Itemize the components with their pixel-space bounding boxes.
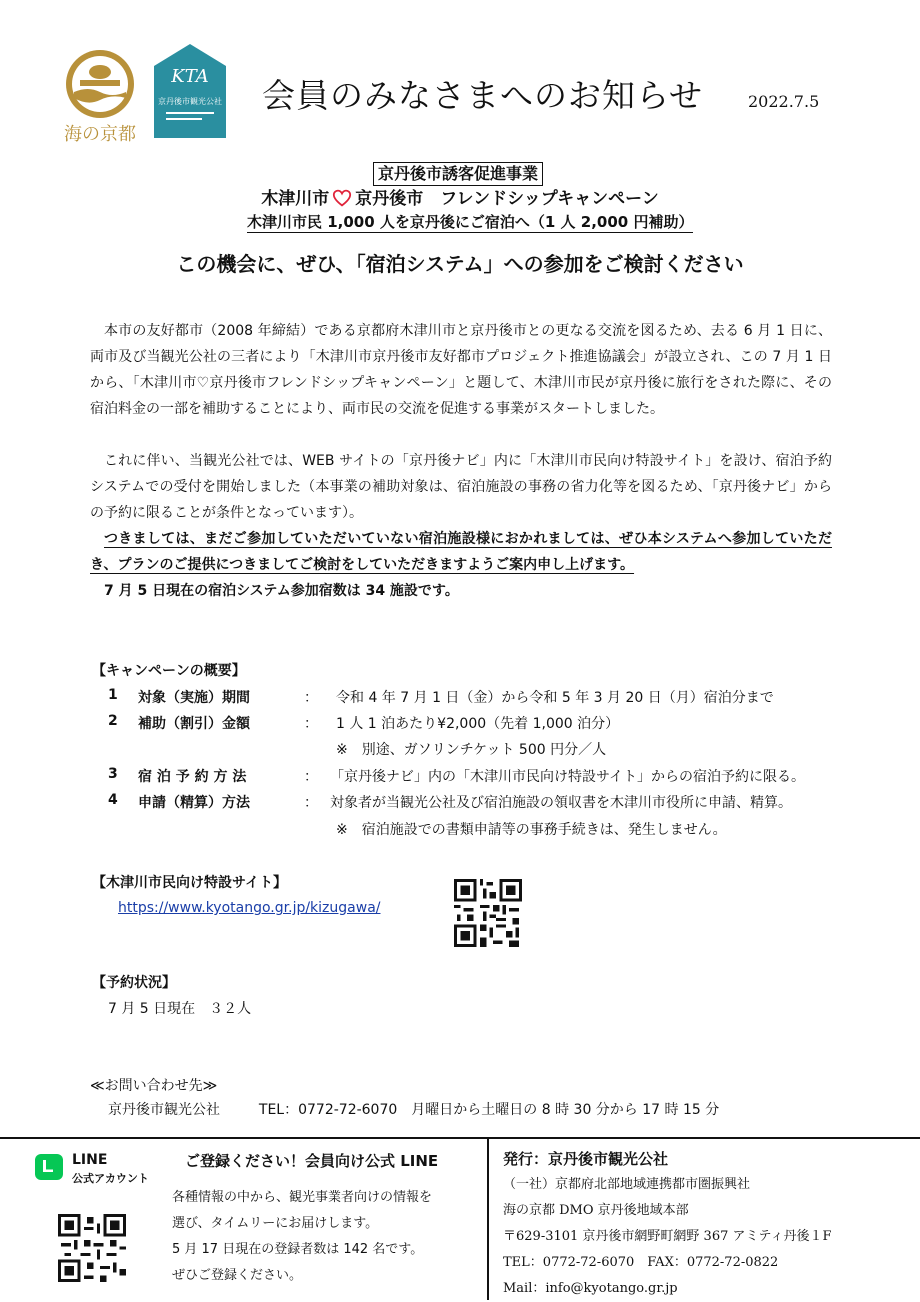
heart-icon xyxy=(331,189,353,207)
campaign-city-left: 木津川市 xyxy=(261,189,330,209)
page-title: 会員のみなさまへのお知らせ xyxy=(262,76,704,115)
paragraph-system: これに伴い、当観光公社では、WEB サイトの「京丹後ナビ」内に「木津川市民向け特設サイト」を設け、宿泊予約システムでの受付を開始しました（本事業の補助対象は、宿泊施設の事務の省力化等を図るため、「京丹後ナビ」からの予約に限ることが条件となっています）。 xyxy=(90,453,832,521)
line-qr-code-icon xyxy=(58,1214,126,1282)
line-title: ご登録ください！会員向け公式 LINE xyxy=(185,1152,439,1170)
project-name: 京丹後市誘客促進事業 xyxy=(373,162,543,186)
kta-logo xyxy=(152,42,228,138)
site-heading: 【木津川市民向け特設サイト】 xyxy=(92,875,288,891)
booking-status: 7 月 5 日現在 ３２人 xyxy=(108,1001,252,1017)
footer-column-divider xyxy=(487,1137,489,1300)
footer-divider xyxy=(0,1137,920,1139)
campaign-subtitle: 木津川市民 1,000 人を京丹後にご宿泊へ（1 人 2,000 円補助） xyxy=(247,213,694,231)
umi-no-kyoto-logo xyxy=(58,46,142,146)
line-description: 各種情報の中から、観光事業者向けの情報を 選び、タイムリーにお届けします。 5 月 17 日現在の登録者数は 142 名です。 ぜひご登録ください。 xyxy=(172,1190,433,1283)
contact-info xyxy=(108,1099,719,1119)
issue-date: 2022.7.5 xyxy=(748,92,820,111)
paragraph-count: 7 月 5 日現在の宿泊システム参加宿数は 34 施設です。 xyxy=(104,583,459,599)
publisher-details: （一社）京都府北部地域連携都市圏振興社 海の京都 DMO 京丹後地域本部 〒629-3101 京丹後市網野町網野 367 アミティ丹後１F TEL：0772-72-6070 FAX：0772-72-0822 Mail：info@kyotango.gr.jp xyxy=(503,1172,831,1302)
campaign-city-right: 京丹後市 フレンドシップキャンペーン xyxy=(355,189,659,209)
booking-heading: 【予約状況】 xyxy=(92,975,176,991)
paragraph-intro: 本市の友好都市（2008 年締結）である京都府木津川市と京丹後市との更なる交流を図るため、去る 6 月 1 日に、両市及び当観光公社の三者により「木津川市京丹後市友好都市プロジェクト推進協議会」が設立され、この 7 月 1 日から、「木津川市♡京丹後市フレンドシップキャンペーン」と題して、木津川市民が京丹後に旅行をされた際に、その宿泊料金の一部を補助することにより、両市民の交流を促進する事業がスタートしました。 xyxy=(90,323,832,417)
overview-heading: 【キャンペーンの概要】 xyxy=(92,663,246,679)
overview-row-note: ※ 別途、ガソリンチケット 500 円分／人 xyxy=(336,742,607,758)
line-logo-icon xyxy=(35,1154,63,1180)
headline: この機会に、ぜひ、「宿泊システム」への参加をご検討ください xyxy=(176,252,744,276)
overview-row: 1 対象（実施）期間 ： 令和 4 年 7 月 1 日（金）から令和 5 年 3 月 20 日（月）宿泊分まで xyxy=(108,687,774,706)
site-link[interactable]: https://www.kyotango.gr.jp/kizugawa/ xyxy=(118,900,381,916)
svg-text:KTA: KTA xyxy=(171,66,209,87)
paragraph-request: つきましては、まだご参加していただいていない宿泊施設様におかれましては、ぜひ本システムへ参加していただき、プランのご提供につきましてご検討をしていただきますようご案内申し上げます。 xyxy=(90,531,832,573)
contact-tel: TEL：0772-72-6070 月曜日から土曜日の 8 時 30 分から 17 時 15 分 xyxy=(258,1102,720,1118)
publisher-title: 発行：京丹後市観光公社 xyxy=(503,1150,669,1168)
overview-row: 2 補助（割引）金額 ： 1 人 1 泊あたり¥2,000（先着 1,000 泊分） xyxy=(108,713,620,732)
overview-row-note: ※ 宿泊施設での書類申請等の事務手続きは、発生しません。 xyxy=(336,822,727,838)
campaign-title xyxy=(0,187,920,211)
line-brand: LINE xyxy=(72,1152,108,1168)
svg-text:京丹後市観光公社: 京丹後市観光公社 xyxy=(158,97,222,106)
qr-code-icon xyxy=(454,879,522,947)
contact-heading: ≪お問い合わせ先≫ xyxy=(90,1078,218,1094)
contact-org: 京丹後市観光公社 xyxy=(108,1102,220,1118)
svg-text:海の京都: 海の京都 xyxy=(64,124,136,145)
overview-row: 3 宿 泊 予 約 方 法 ： 「京丹後ナビ」内の「木津川市民向け特設サイト」からの宿泊予約に限る。 xyxy=(108,766,806,785)
publisher-mail: Mail：info@kyotango.gr.jp xyxy=(503,1281,678,1296)
overview-row: 4 申請（精算）方法 ： 対象者が当観光公社及び宿泊施設の領収書を木津川市役所に申請、精算。 xyxy=(108,792,792,811)
line-brand-sub: 公式アカウント xyxy=(72,1172,149,1185)
